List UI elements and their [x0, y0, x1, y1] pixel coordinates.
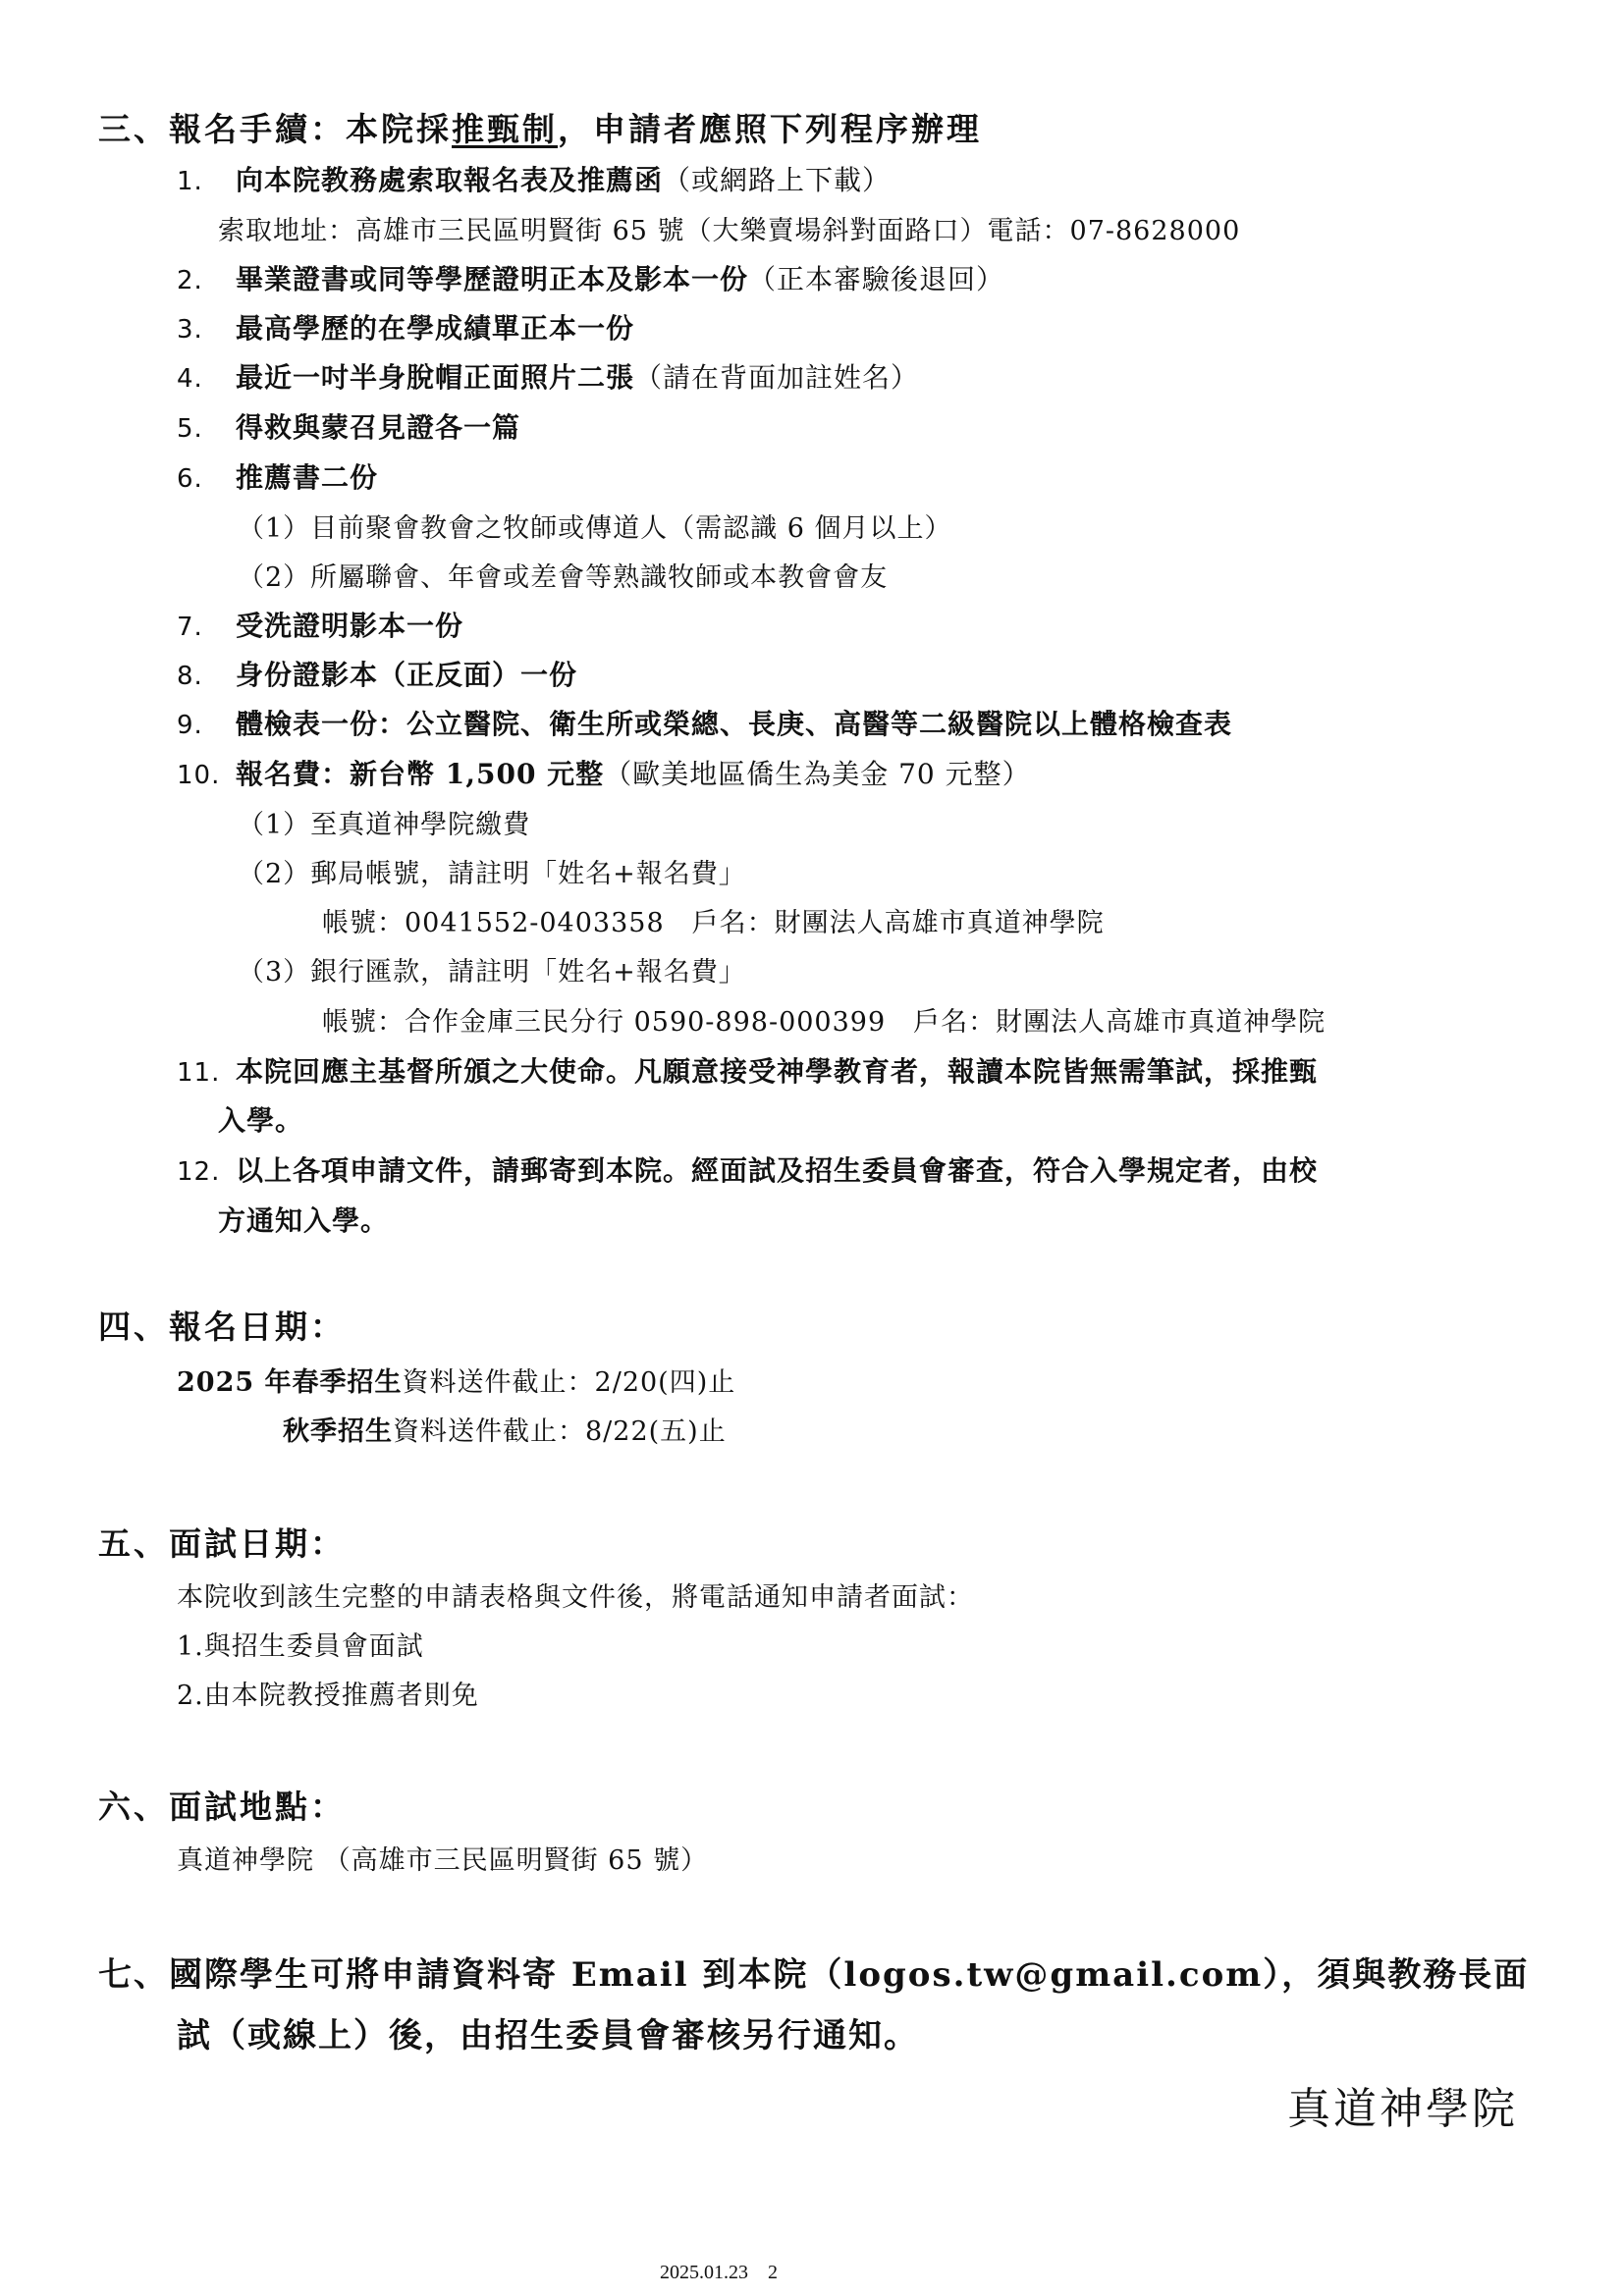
list-item-5: 5. 得救與蒙召見證各一篇: [177, 411, 521, 444]
list-item-11: 11. 本院回應主基督所頒之大使命。凡願意接受神學教育者，報讀本院皆無需筆試，採推甄: [177, 1055, 1319, 1088]
spring-deadline: 2025 年春季招生資料送件截止：2/20(四)止: [177, 1367, 736, 1398]
section3-heading-pre: 三、報名手續：本院採: [98, 110, 452, 148]
section7-line-2: 試（或線上）後，由招生委員會審核另行通知。: [177, 2016, 919, 2056]
list-item-7: 7. 受洗證明影本一份: [177, 610, 464, 642]
item1-address: 索取地址：高雄市三民區明賢街 65 號（大樂賣場斜對面路口）電話：07-8628000: [218, 216, 1241, 246]
interview-line-1: 1.與招生委員會面試: [177, 1631, 424, 1662]
item6-sub-2: （2）所屬聯會、年會或差會等熟識牧師或本教會會友: [238, 562, 889, 593]
list-item-9: 9. 體檢表一份：公立醫院、衛生所或榮總、長庚、高醫等二級醫院以上體格檢查表: [177, 708, 1233, 740]
item6-sub-1: （1）目前聚會教會之牧師或傳道人（需認識 6 個月以上）: [238, 513, 952, 544]
interview-line-2: 2.由本院教授推薦者則免: [177, 1681, 479, 1711]
item12-continuation: 方通知入學。: [218, 1204, 390, 1237]
list-item-6: 6. 推薦書二份: [177, 461, 379, 494]
fall-deadline: 秋季招生資料送件截止：8/22(五)止: [283, 1416, 727, 1447]
list-item-3: 3. 最高學歷的在學成績單正本一份: [177, 312, 635, 345]
list-item-4: 4. 最近一吋半身脫帽正面照片二張（請在背面加註姓名）: [177, 361, 920, 394]
bank-account: 帳號：合作金庫三民分行 0590-898-000399 戶名：財團法人高雄市真道神學院: [322, 1007, 1326, 1038]
item10-sub-2: （2）郵局帳號，請註明「姓名+報名費」: [238, 859, 746, 889]
interview-place: 真道神學院 （高雄市三民區明賢街 65 號）: [177, 1845, 709, 1876]
list-item-10: 10. 報名費：新台幣 1,500 元整（歐美地區僑生為美金 70 元整）: [177, 758, 1031, 790]
post-account: 帳號：0041552-0403358 戶名：財團法人高雄市真道神學院: [322, 908, 1105, 938]
seminary-signature: 真道神學院: [1287, 2084, 1518, 2134]
list-item-12: 12. 以上各項申請文件，請郵寄到本院。經面試及招生委員會審查，符合入學規定者，由校: [177, 1154, 1319, 1187]
item11-continuation: 入學。: [218, 1104, 304, 1137]
section4-heading: 四、報名日期：: [98, 1308, 346, 1346]
section7-line-1: 七、國際學生可將申請資料寄 Email 到本院（logos.tw@gmail.com），須與教務長面: [98, 1955, 1530, 1995]
item10-sub-3: （3）銀行匯款，請註明「姓名+報名費」: [238, 957, 746, 988]
item10-sub-1: （1）至真道神學院繳費: [238, 810, 531, 840]
list-item-1: 1. 向本院教務處索取報名表及推薦函（或網路上下載）: [177, 164, 892, 196]
page-footer: 2025.01.23 2: [660, 2262, 778, 2283]
section3-heading-underlined: 推甄制: [452, 110, 558, 148]
list-item-8: 8. 身份證影本（正反面）一份: [177, 659, 578, 691]
section5-heading: 五、面試日期：: [98, 1524, 346, 1563]
section3-heading: [98, 104, 982, 150]
list-item-2: 2. 畢業證書或同等學歷證明正本及影本一份（正本審驗後退回）: [177, 263, 1005, 295]
interview-intro: 本院收到該生完整的申請表格與文件後，將電話通知申請者面試：: [177, 1582, 974, 1613]
section3-heading-post: ，申請者應照下列程序辦理: [558, 110, 982, 148]
section6-heading: 六、面試地點：: [98, 1788, 346, 1826]
